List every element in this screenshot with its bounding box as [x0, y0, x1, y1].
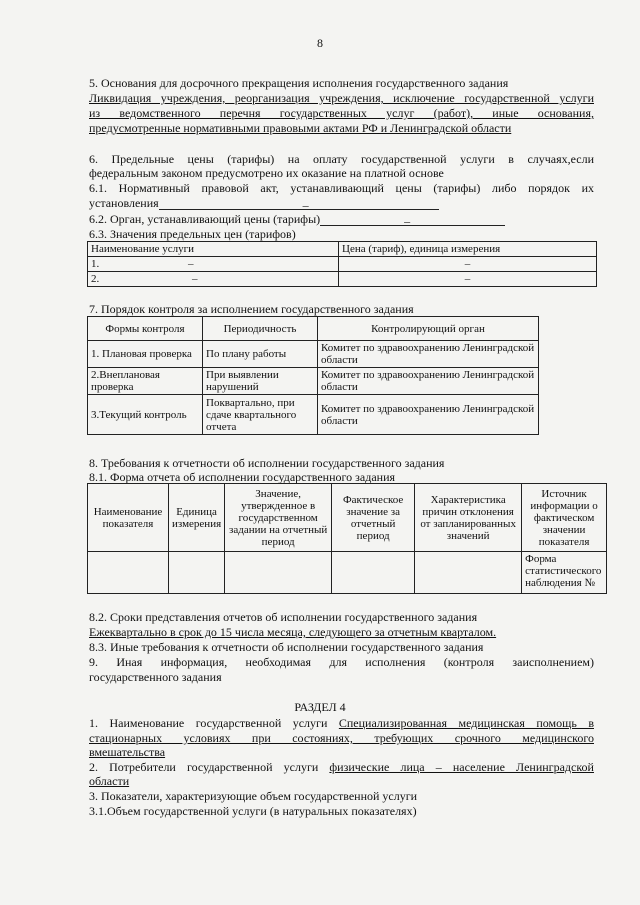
s4-p2-line1	[89, 760, 594, 774]
section6-line: 6.1. Нормативный правовой акт, устанавливающий цены (тарифы) либо порядок их	[89, 181, 594, 195]
tariff-row-name	[88, 257, 339, 272]
section7-heading: 7. Порядок контроля за исполнением государственного задания	[89, 302, 414, 316]
table-row	[88, 341, 539, 368]
section6-line: 6. Предельные цены (тарифы) на оплату государственной услуги в случаях,если	[89, 152, 594, 166]
section62-dash: –	[404, 214, 411, 228]
report-cell	[225, 552, 332, 594]
section8-heading: 8. Требования к отчетности об исполнении государственного задания	[89, 456, 445, 470]
report-header-deviation: Характеристика причин отклонения от запланированных значений	[415, 484, 522, 552]
tariff-header-name: Наименование услуги	[88, 242, 339, 257]
s4-p3: 3. Показатели, характеризующие объем государственной услуги	[89, 789, 418, 803]
control-table	[87, 316, 539, 435]
s4-p1-line1	[89, 716, 594, 730]
s4-p1-label: 1. Наименование государственной услуги	[89, 716, 339, 730]
report-header-unit: Единица измерения	[169, 484, 225, 552]
control-period: При выявлении нарушений	[203, 368, 318, 395]
report-header-indicator: Наименование показателя	[88, 484, 169, 552]
report-source-cell: Форма статистического наблюдения №	[522, 552, 607, 594]
section62-label: 6.2. Орган, устанавливающий цены (тарифы)	[89, 212, 321, 226]
section61-dash: –	[302, 198, 309, 212]
report-cell	[88, 552, 169, 594]
section61-blank	[159, 198, 309, 210]
table-row	[88, 395, 539, 435]
report-table	[87, 483, 607, 594]
control-form: 3.Текущий контроль	[88, 395, 203, 435]
section6-line: федеральным законом предусмотрено их оказание на платной основе	[89, 166, 444, 180]
section5-text-line: из ведомственного перечня государственных услуг (работ), иные основания,	[89, 106, 594, 120]
section4-title: РАЗДЕЛ 4	[294, 700, 346, 714]
table-row	[88, 257, 597, 272]
section81-label: 8.1. Форма отчета об исполнении государственного задания	[89, 470, 396, 484]
section61-blank-tail	[309, 198, 439, 210]
section9-line: государственного задания	[89, 670, 222, 684]
control-period: Поквартально, при сдаче квартального отчета	[203, 395, 318, 435]
report-cell	[332, 552, 415, 594]
section82-text: Ежеквартально в срок до 15 числа месяца, следующего за отчетным кварталом.	[89, 625, 497, 639]
page-number: 8	[317, 36, 323, 50]
s4-p1-value: Специализированная медицинская помощь в	[338, 716, 594, 730]
tariff-header-price: Цена (тариф), единица измерения	[339, 242, 597, 257]
report-header-actual: Фактическое значение за отчетный период	[332, 484, 415, 552]
report-cell	[169, 552, 225, 594]
control-header-form: Формы контроля	[88, 317, 203, 341]
section62-line	[89, 212, 594, 226]
s4-p2-label: 2. Потребители государственной услуги	[89, 760, 330, 774]
tariff-row-value: –	[192, 273, 198, 285]
control-organ: Комитет по здравоохранению Ленинградской области	[318, 368, 539, 395]
s4-p1-line2: стационарных условиях при состояниях, требующих срочного медицинского	[89, 731, 594, 745]
table-row	[88, 552, 607, 594]
tariff-table	[87, 241, 597, 287]
s4-p31: 3.1.Объем государственной услуги (в натуральных показателях)	[89, 804, 417, 818]
control-organ: Комитет по здравоохранению Ленинградской области	[318, 341, 539, 368]
tariff-row-price: –	[339, 272, 597, 287]
s4-p1-line3: вмешательства	[89, 745, 166, 759]
s4-p2-line2: области	[89, 774, 130, 788]
control-form: 2.Внеплановая проверка	[88, 368, 203, 395]
control-header-organ: Контролирующий орган	[318, 317, 539, 341]
s4-p2-value: физические лица – население Ленинградской	[329, 760, 594, 774]
section9-line: 9. Иная информация, необходимая для исполнения (контроля заисполнением)	[89, 655, 594, 669]
section83-label: 8.3. Иные требования к отчетности об исполнении государственного задания	[89, 640, 484, 654]
report-cell	[415, 552, 522, 594]
tariff-row-price: –	[339, 257, 597, 272]
section63-label: 6.3. Значения предельных цен (тарифов)	[89, 227, 296, 241]
control-organ: Комитет по здравоохранению Ленинградской области	[318, 395, 539, 435]
section5-heading: 5. Основания для досрочного прекращения исполнения государственного задания	[89, 76, 509, 90]
section5-text-line: Ликвидация учреждения, реорганизация учреждения, исключение государственной услуги	[89, 91, 594, 105]
section62-blank	[320, 214, 410, 226]
table-row	[88, 368, 539, 395]
control-header-period: Периодичность	[203, 317, 318, 341]
report-header-source: Источник информации о фактическом значении показателя	[522, 484, 607, 552]
section5-text-line: предусмотренные нормативными правовыми актами РФ и Ленинградской области	[89, 121, 512, 135]
tariff-row-name	[88, 272, 339, 287]
control-form: 1. Плановая проверка	[88, 341, 203, 368]
tariff-row-num: 2.	[91, 273, 100, 285]
tariff-row-num: 1.	[91, 258, 100, 270]
control-period: По плану работы	[203, 341, 318, 368]
table-row	[88, 272, 597, 287]
report-header-planned: Значение, утвержденное в государственном задании на отчетный период	[225, 484, 332, 552]
section82-label: 8.2. Сроки представления отчетов об исполнении государственного задания	[89, 610, 478, 624]
section62-blank-tail	[410, 214, 505, 226]
section61-label: установления	[89, 196, 159, 210]
tariff-row-value: –	[188, 258, 194, 270]
section61-line	[89, 196, 594, 210]
